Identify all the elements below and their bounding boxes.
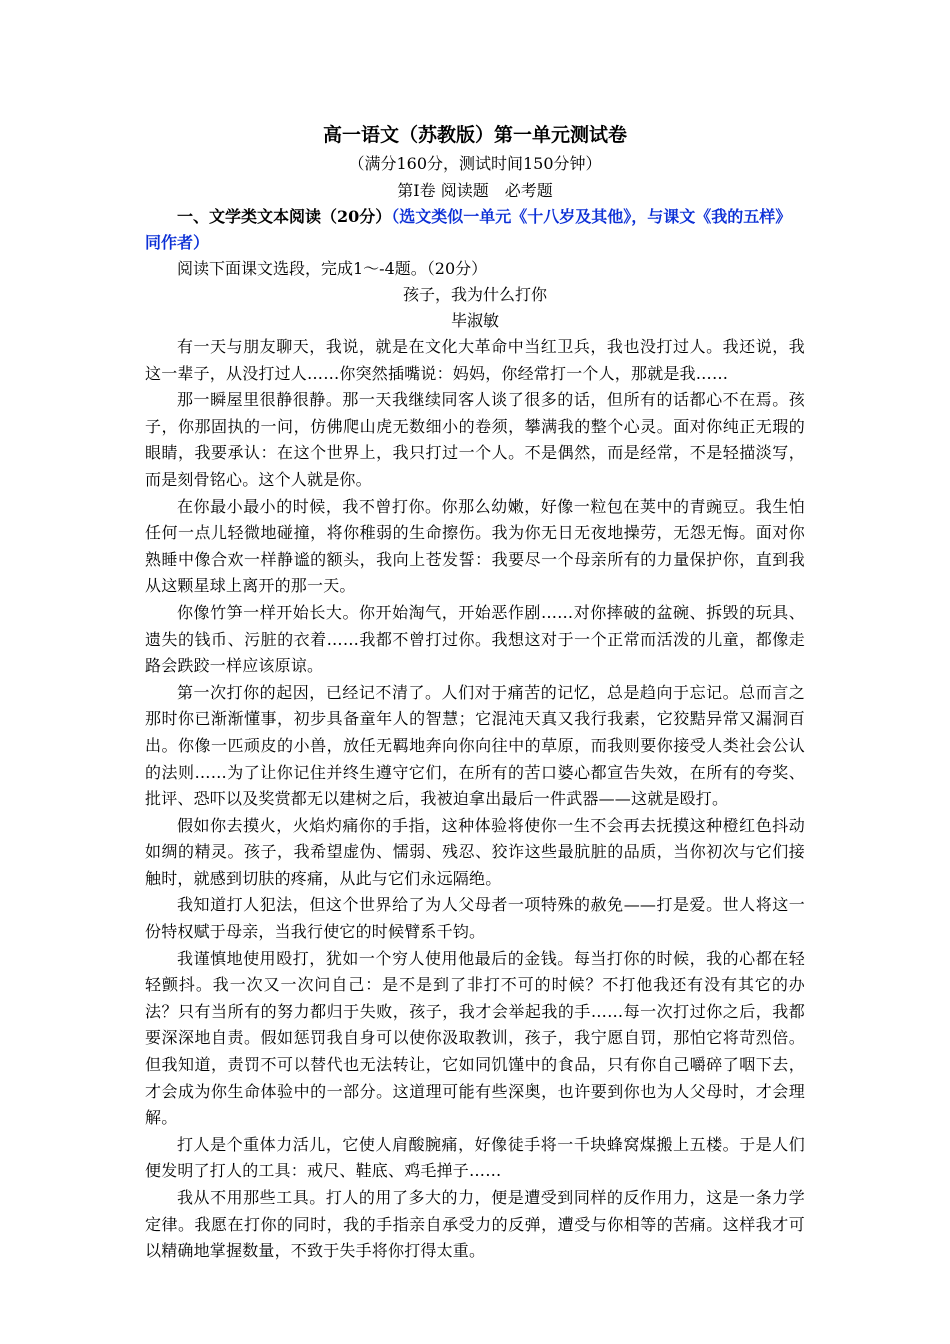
exam-title: 高一语文（苏教版）第一单元测试卷 <box>322 124 627 146</box>
section-note: （选文类似一单元《十八岁及其他》，与课文《我的五样》同作者） <box>145 207 792 252</box>
article-paragraph: 我从不用那些工具。打人的用了多大的力，便是遭受到同样的反作用力，这是一条力学定律。我愿在打你的同时，我的手指亲自承受力的反弹，遭受与你相等的苦痛。这样我才可以精确地掌握数量，不致于失手将你打得太重。 <box>145 1188 805 1261</box>
section-heading <box>145 204 805 256</box>
article-paragraph: 我知道打人犯法，但这个世界给了为人父母者一项特殊的赦免——打是爱。世人将这一份特权赋于母亲，当我行使它的时候臂系千钧。 <box>145 895 805 942</box>
article-paragraph: 第一次打你的起因，已经记不清了。人们对于痛苦的记忆，总是趋向于忘记。总而言之那时你已渐渐懂事，初步具备童年人的智慧；它混沌天真又我行我素，它狡黠异常又漏洞百出。你像一匹顽皮的小兽，放任无羁地奔向你向往中的草原，而我则要你接受人类社会公认的法则……为了让你记住并终生遵守它们，在所有的苦口婆心都宣告失效，在所有的夸奖、批评、恐吓以及奖赏都无以建树之后，我被迫拿出最后一件武器——这就是殴打。 <box>145 682 805 809</box>
article-author: 毕淑敏 <box>450 311 499 330</box>
article-paragraph: 在你最小最小的时候，我不曾打你。你那么幼嫩，好像一粒包在荚中的青豌豆。我生怕任何一点儿轻微地碰撞，将你稚弱的生命擦伤。我为你无日无夜地操劳，无怨无悔。面对你熟睡中像合欢一样静谧的额头，我向上苍发誓：我要尽一个母亲所有的力量保护你，直到我从这颗星球上离开的那一天。 <box>145 496 805 596</box>
section-instruction: 阅读下面课文选段，完成1～-4题。（20分） <box>177 259 488 278</box>
document-page <box>145 120 805 1265</box>
article-paragraph: 打人是个重体力活儿，它使人肩酸腕痛，好像徒手将一千块蜂窝煤搬上五楼。于是人们便发明了打人的工具：戒尺、鞋底、鸡毛掸子…… <box>145 1134 805 1181</box>
article-paragraph: 有一天与朋友聊天，我说，就是在文化大革命中当红卫兵，我也没打过人。我还说，我这一辈子，从没打过人……你突然插嘴说：妈妈，你经常打一个人，那就是我…… <box>145 337 805 383</box>
section-heading-text: 一、文学类文本阅读（20分） <box>177 207 392 226</box>
article-title: 孩子，我为什么打你 <box>402 285 547 304</box>
article-paragraph: 假如你去摸火，火焰灼痛你的手指，这种体验将使你一生不会再去抚摸这种橙红色抖动如绸的精灵。孩子，我希望虚伪、懦弱、残忍、狡诈这些最肮脏的品质，当你初次与它们接触时，就感到切肤的疼痛，从此与它们永远隔绝。 <box>145 815 805 888</box>
exam-part-label: 第Ⅰ卷 阅读题 必考题 <box>397 181 553 200</box>
exam-subtitle: （满分160分，测试时间150分钟） <box>348 154 602 173</box>
article-paragraph: 那一瞬屋里很静很静。那一天我继续同客人谈了很多的话，但所有的话都心不在焉。孩子，你那固执的一问，仿佛爬山虎无数细小的卷须，攀满我的整个心灵。面对你纯正无瑕的眼睛，我要承认：在这个世界上，我只打过一个人。不是偶然，而是经常，不是轻描淡写，而是刻骨铭心。这个人就是你。 <box>145 390 805 489</box>
article-paragraph: 我谨慎地使用殴打，犹如一个穷人使用他最后的金钱。每当打你的时候，我的心都在轻轻颤抖。我一次又一次问自己：是不是到了非打不可的时候？不打他我还有没有其它的办法？只有当所有的努力都归于失败，孩子，我才会举起我的手……每一次打过你之后，我都要深深地自责。假如惩罚我自身可以使你汲取教训，孩子，我宁愿自罚，那怕它将苛烈倍。但我知道，责罚不可以替代也无法转让，它如同饥馑中的食品，只有你自己嚼碎了咽下去，才会成为你生命体验中的一部分。这道理可能有些深奥，也许要到你也为人父母时，才会理解。 <box>145 948 805 1128</box>
article-paragraph: 你像竹笋一样开始长大。你开始淘气，开始恶作剧……对你摔破的盆碗、拆毁的玩具、遗失的钱币、污脏的衣着……我都不曾打过你。我想这对于一个正常而活泼的儿童，都像走路会跌跤一样应该原谅。 <box>145 602 805 676</box>
